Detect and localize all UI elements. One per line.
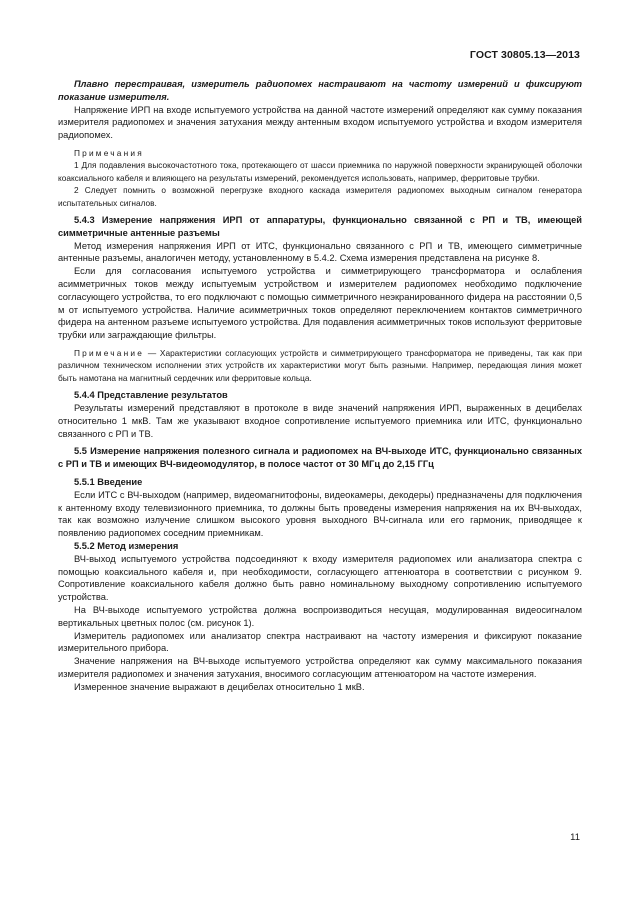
notes-label: Примечания (74, 147, 144, 158)
paragraph-5-5-2-b: На ВЧ-выходе испытуемого устройства должна воспроизводиться несущая, модулированная видеосигналом вертикальных цветных полос (см. рисунок 1). (58, 604, 582, 628)
paragraph-5-4-3-b: Если для согласования испытуемого устройства и симметрирующего трансформатора и ослабления асимметричных токов между испытуемым устройством и измерителем радиопомех необходимо подключение согласующего устройства, то его подключают с помощью симметричного неэкранированного фидера на расстоянии 0,5 м от испытуемого устройства. Наличие асимметричных токов определяют переключением контактов симметричного фидера на антенном разъеме испытуемого устройства. Для подавления асимметричных токов используют ферритовые трубки или заграждающие фильтры. (58, 266, 582, 341)
notes-block-1 (58, 147, 582, 209)
note-label: Примечание (74, 347, 145, 358)
note-item-1: 1 Для подавления высокочастотного тока, протекающего от шасси приемника по наружной поверхности экранирующей оболочки коаксиального кабеля и влияющего на результаты измерений, рекомендуется использовать, например, ферритовые трубки. (58, 160, 582, 183)
note-2 (58, 347, 582, 384)
paragraph-5-5-2-a: ВЧ-выход испытуемого устройства подсоединяют к входу измерителя радиопомех или анализатора спектра с помощью коаксиального кабеля и, при необходимости, согласующего аттенюатора в соответствии с рисунком 9. Сопротивление коаксиального кабеля должно быть равно номинальному выходному сопротивлению испытуемого устройства. (58, 553, 582, 603)
section-heading-5-4-4: 5.4.4 Представление результатов (74, 390, 228, 401)
section-heading-5-5-1: 5.5.1 Введение (74, 476, 143, 487)
section-heading-5-5: 5.5 Измерение напряжения полезного сигнала и радиопомех на ВЧ-выходе ИТС, функционально связанных с РП и ТВ и имеющих ВЧ-видеомодулятор, в полосе частот от 30 МГц до 2,15 ГГц (58, 446, 582, 470)
note-2-text: — Характеристики согласующих устройств и симметрирующего трансформатора не приведены, так как при различном техническом исполнении этих устройств их характеристики могут быть разными. Например, передающая линия может быть намотана на магнитный сердечник или ферритовые кольца. (58, 347, 582, 383)
paragraph-5-5-2-e: Измеренное значение выражают в децибелах относительно 1 мкВ. (74, 681, 365, 692)
paragraph-5-4-3-a: Метод измерения напряжения ИРП от ИТС, функционально связанного с РП и ТВ, имеющего симметричные антенные разъемы, аналогичен методу, установленному в 5.4.2. Схема измерения представлена на рисунке 8. (58, 240, 582, 264)
intro-italic-paragraph: Плавно перестраивая, измеритель радиопомех настраивают на частоту измерений и фиксируют показание измерителя. (58, 79, 582, 102)
paragraph-5-5-1: Если ИТС с ВЧ-выходом (например, видеомагнитофоны, видеокамеры, декодеры) предназначены для подключения к антенному входу телевизионного приемника, то должны быть проведены измерения напряжения на их ВЧ-выходах, так как возможно излучение слишком высокого уровня выходного ВЧ-сигнала или его гармоник, приводящее к появлению радиопомех соседним приемникам. (58, 489, 582, 539)
section-heading-5-5-2: 5.5.2 Метод измерения (74, 540, 179, 551)
document-body (58, 78, 582, 694)
paragraph-5-4-4: Результаты измерений представляют в протоколе в виде значений напряжения ИРП, выраженных в децибелах относительно 1 мкВ. Там же указывают входное сопротивление испытуемого приемника или ИТС, функционально связанного с РП и ТВ. (58, 403, 582, 439)
document-header: ГОСТ 30805.13—2013 (469, 49, 580, 61)
note-item-2: 2 Следует помнить о возможной перегрузке входного каскада измерителя радиопомех выходным сигналом генератора испытательных сигналов. (58, 185, 582, 208)
notes-block-2 (58, 347, 582, 384)
section-heading-5-4-3: 5.4.3 Измерение напряжения ИРП от аппаратуры, функционально связанной с РП и ТВ, имеющей симметричные антенные разъемы (58, 215, 582, 238)
page-number: 11 (570, 832, 580, 843)
paragraph-5-5-2-d: Значение напряжения на ВЧ-выходе испытуемого устройства определяют как сумму максимального показания измерителя радиопомех и значения затухания, вносимого согласующим аттенюатором на частоте измерения. (58, 656, 582, 679)
paragraph-5-5-2-c: Измеритель радиопомех или анализатор спектра настраивают на частоту измерения и фиксируют показание измерительного прибора. (58, 630, 582, 654)
voltage-paragraph: Напряжение ИРП на входе испытуемого устройства на данной частоте измерений определяют как сумму показания измерителя радиопомех и значения затухания между антенным входом испытуемого устройства и входом измерителя радиопомех. (58, 104, 582, 141)
